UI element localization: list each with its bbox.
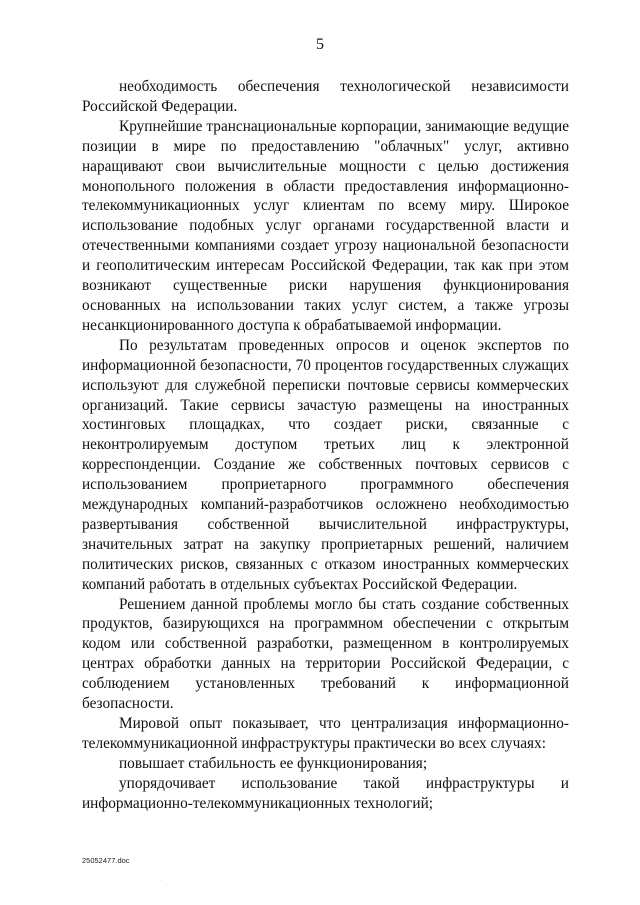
paragraph-4: Решением данной проблемы могло бы стать создание собственных продуктов, базирующихся на программном обеспечении с открытым кодом или собственной разработки, размещенном в контролируемых центрах обработки данных на территории Российской Федерации, с соблюдением установленных требований к информационной безопасности.	[82, 595, 569, 713]
paragraph-2: Крупнейшие транснациональные корпорации, занимающие ведущие позиции в мире по предоставлению "облачных" услуг, активно наращивают свои вычислительные мощности с целью достижения монопольного положения в области предоставления информационно-телекоммуникационных услуг клиентам по всему миру. Широкое использование подобных услуг органами государственной власти и отечественными компаниями создает угрозу национальной безопасности и геополитическим интересам Российской Федерации, так как при этом возникают существенные риски нарушения функционирования основанных на использовании таких услуг систем, а также угрозы несанкционированного доступа к обрабатываемой информации.	[82, 117, 569, 334]
paragraph-1: необходимость обеспечения технологической независимости Российской Федерации.	[82, 78, 569, 115]
paragraph-3: По результатам проведенных опросов и оценок экспертов по информационной безопасности, 70 процентов государственных служащих используют для служебной переписки почтовые сервисы коммерческих организаций. Такие сервисы зачастую размещены на иностранных хостинговых площадках, что создает риски, связанные с неконтролируемым доступом третьих лиц к электронной корреспонденции. Создание же собственных почтовых сервисов с использованием проприетарного программного обеспечения международных компаний-разработчиков осложнено необходимостью развертывания собственной вычислительной инфраструктуры, значительных затрат на закупку проприетарных решений, наличием политических рисков, связанных с отказом иностранных коммерческих компаний работать в отдельных субъектах Российской Федерации.	[82, 336, 569, 593]
page-number: 5	[316, 36, 324, 53]
document-body	[82, 77, 569, 814]
list-item-ordering: упорядочивает использование такой инфраструктуры и информационно-телекоммуникационных технологий;	[82, 774, 569, 812]
scan-artifact-icon: ·	[160, 878, 162, 884]
paragraph-5: Мировой опыт показывает, что централизация информационно-телекоммуникационной инфраструктуры практически во всех случаях:	[82, 715, 569, 752]
list-item-stability: повышает стабильность ее функционирования;	[119, 754, 428, 772]
footer-document-code: 25052477.doc	[82, 856, 130, 865]
